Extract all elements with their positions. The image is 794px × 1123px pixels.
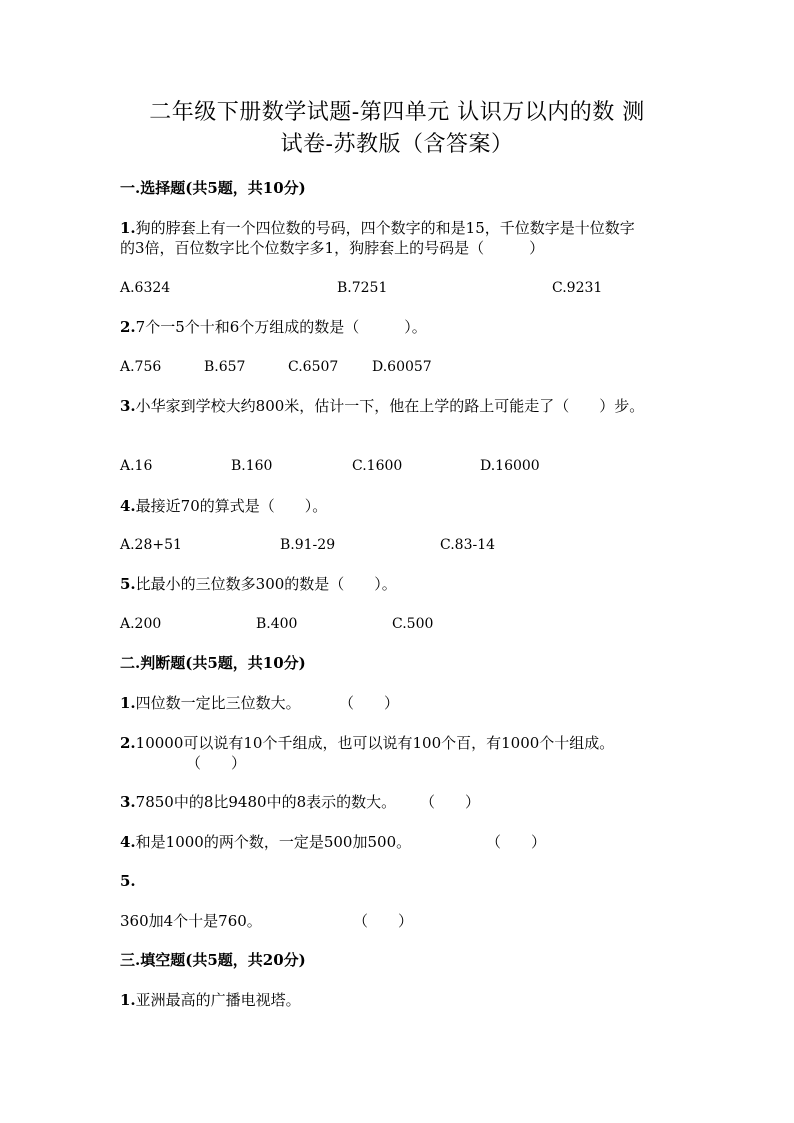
question-text: 和是1000的两个数，一定是500加500。 [135,833,412,851]
question-text: 7850中的8比9480中的8表示的数大。 [135,793,397,811]
question-3 [120,396,644,416]
option-b: B.400 [256,616,298,632]
question-4 [120,496,327,516]
judgment-3 [120,792,396,812]
question-text: 比最小的三位数多300的数是（ ）。 [135,575,397,593]
fill-question-1 [120,990,301,1010]
option-a: A.6324 [120,280,171,296]
answer-paren: （ ） [420,793,481,811]
option-c: C.500 [392,616,434,632]
option-b: B.657 [204,359,246,375]
option-b: B.160 [231,458,273,474]
question-text: 10000可以说有10个千组成，也可以说有100个百，有1000个十组成。 [135,734,615,752]
judgment-5-number [120,871,136,891]
option-b: B.7251 [337,280,388,296]
question-number: 3. [120,397,136,415]
answer-paren: （ ） [353,912,414,930]
judgment-1 [120,693,301,713]
option-c: C.83-14 [440,537,496,553]
question-number: 3. [120,793,136,811]
judgment-4 [120,832,411,852]
page-title-line1: 二年级下册数学试题-第四单元 认识万以内的数 测 [149,100,645,125]
option-c: C.6507 [288,359,339,375]
question-2 [120,317,427,337]
option-c: C.1600 [352,458,403,474]
question-5 [120,574,397,594]
option-b: B.91-29 [280,537,336,553]
question-text: 最接近70的算式是（ ）。 [135,497,328,515]
question-number: 5. [120,872,136,890]
question-text: 亚洲最高的广播电视塔。 [135,991,301,1009]
question-1-line1 [120,218,635,238]
section-heading-fill: 三.填空题(共5题，共20分) [120,951,306,969]
option-d: D.16000 [480,458,540,474]
question-text: 小华家到学校大约800米，估计一下，他在上学的路上可能走了（ ）步。 [135,397,645,415]
option-d: D.60057 [372,359,432,375]
question-text: 四位数一定比三位数大。 [135,694,301,712]
option-a: A.756 [120,359,162,375]
question-number: 4. [120,833,136,851]
answer-paren: （ ） [339,694,400,712]
judgment-2 [120,733,614,753]
question-text: 狗的脖套上有一个四位数的号码，四个数字的和是15，千位数字是十位数字 [135,219,635,237]
answer-paren: （ ） [186,754,247,772]
question-number: 1. [120,991,136,1009]
question-1-line2: 的3倍，百位数字比个位数字多1，狗脖套上的号码是（ ） [120,239,545,257]
section-heading-judgment: 二.判断题(共5题，共10分) [120,654,306,672]
option-a: A.16 [120,458,153,474]
question-number: 4. [120,497,136,515]
option-c: C.9231 [552,280,603,296]
page-title-line2: 试卷-苏教版（含答案） [280,132,514,157]
question-text: 7个一5个十和6个万组成的数是（ ）。 [135,318,427,336]
question-number: 5. [120,575,136,593]
answer-paren: （ ） [486,833,547,851]
question-number: 1. [120,219,136,237]
question-number: 1. [120,694,136,712]
judgment-5-text: 360加4个十是760。 [120,912,262,930]
question-number: 2. [120,734,136,752]
question-number: 2. [120,318,136,336]
option-a: A.28+51 [120,537,182,553]
option-a: A.200 [120,616,162,632]
section-heading-choice: 一.选择题(共5题，共10分) [120,179,306,197]
